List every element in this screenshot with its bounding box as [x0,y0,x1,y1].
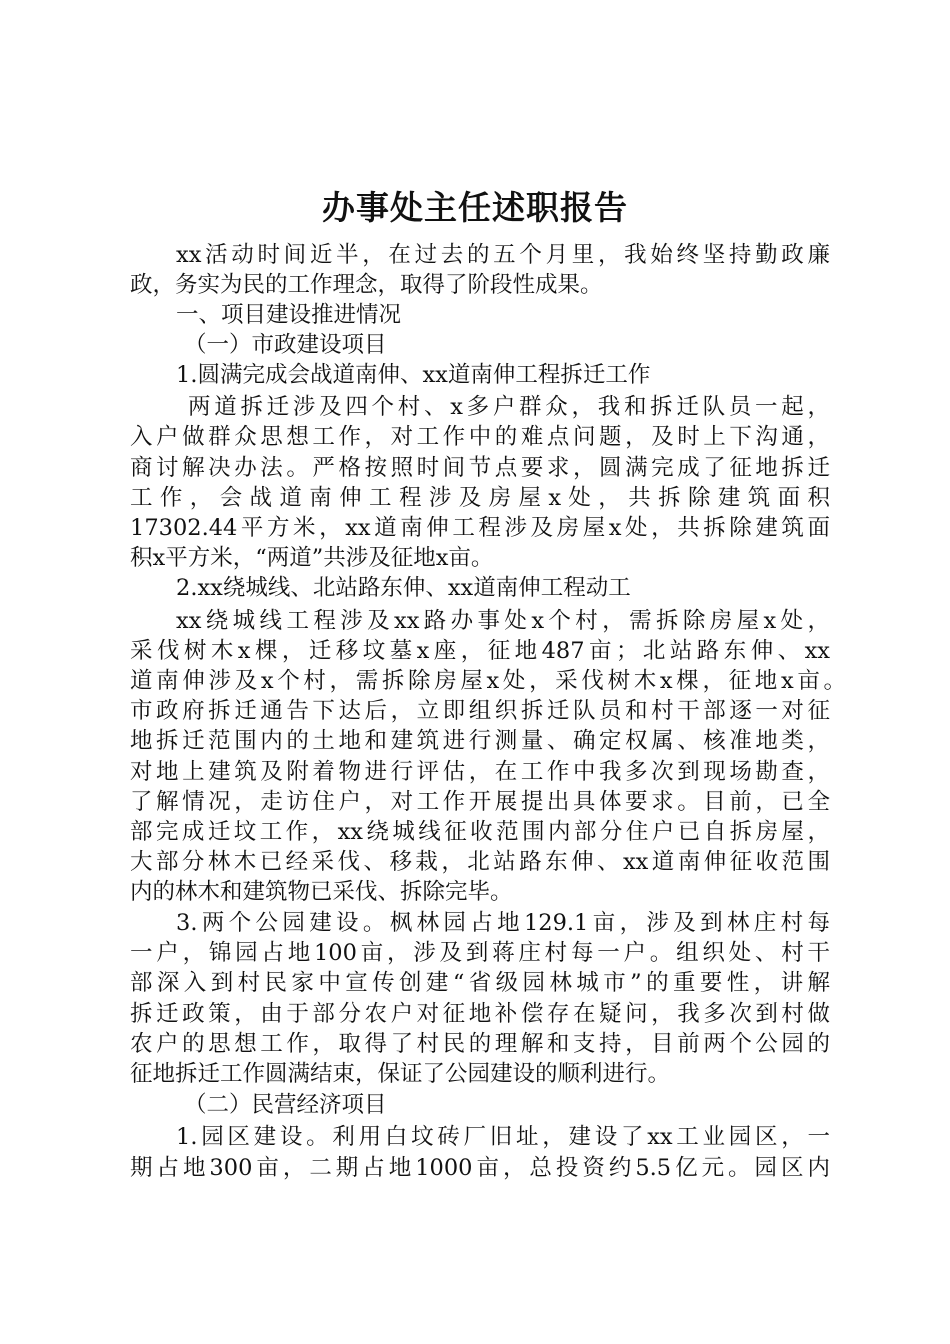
paragraph-line: 采伐树木x棵，迁移坟墓x座，征地487亩；北站路东伸、xx [130,638,830,664]
item-heading: 2.xx绕城线、北站路东伸、xx道南伸工程动工 [176,575,631,601]
paragraph-line: xx活动时间近半，在过去的五个月里，我始终坚持勤政廉 [176,242,830,268]
paragraph-line: 道南伸涉及x个村，需拆除房屋x处，采伐树木x棵，征地x亩。 [130,668,846,694]
section-heading: 一、项目建设推进情况 [176,302,402,328]
paragraph-line: 商讨解决办法。严格按照时间节点要求，圆满完成了征地拆迁 [130,455,830,481]
paragraph-line: 部完成迁坟工作，xx绕城线征收范围内部分住户已自拆房屋， [130,819,830,845]
paragraph-line: 期占地300亩，二期占地1000亩，总投资约5.5亿元。园区内 [130,1155,830,1181]
paragraph-line: 农户的思想工作，取得了村民的理解和支持，目前两个公园的 [130,1031,830,1057]
paragraph-line: 市政府拆迁通告下达后，立即组织拆迁队员和村干部逐一对征 [130,698,830,724]
paragraph-line: 拆迁政策，由于部分农户对征地补偿存在疑问，我多次到村做 [130,1001,830,1027]
paragraph-line: 一户，锦园占地100亩，涉及到蒋庄村每一户。组织处、村干 [130,940,830,966]
paragraph-line: 地拆迁范围内的土地和建筑进行测量、确定权属、核准地类， [130,728,830,754]
paragraph-line: 积x平方米，“两道”共涉及征地x亩。 [130,545,494,571]
paragraph-line: 对地上建筑及附着物进行评估，在工作中我多次到现场勘查， [130,759,830,785]
paragraph-line: 内的林木和建筑物已采伐、拆除完毕。 [130,879,513,905]
paragraph-line: 3.两个公园建设。枫林园占地129.1亩，涉及到林庄村每 [176,910,830,936]
paragraph-line: 了解情况，走访住户，对工作开展提出具体要求。目前，已全 [130,789,830,815]
subsection-heading: （一）市政建设项目 [184,332,387,358]
paragraph-line: 征地拆迁工作圆满结束，保证了公园建设的顺利进行。 [130,1061,671,1087]
paragraph-line: 入户做群众思想工作，对工作中的难点问题，及时上下沟通， [130,424,830,450]
paragraph-line: 17302.44平方米，xx道南伸工程涉及房屋x处，共拆除建筑面 [130,515,830,541]
paragraph-line: 部深入到村民家中宣传创建“省级园林城市”的重要性，讲解 [130,970,830,996]
paragraph-line: 政，务实为民的工作理念，取得了阶段性成果。 [130,272,603,298]
paragraph-line: 两道拆迁涉及四个村、x多户群众，我和拆迁队员一起， [188,394,830,420]
paragraph-line: 工作，会战道南伸工程涉及房屋x处，共拆除建筑面积 [130,485,830,511]
paragraph-line: 大部分林木已经采伐、移栽，北站路东伸、xx道南伸征收范围 [130,849,830,875]
document-title: 办事处主任述职报告 [322,188,628,227]
paragraph-line: xx绕城线工程涉及xx路办事处x个村，需拆除房屋x处， [176,608,830,634]
paragraph-line: 1.园区建设。利用白坟砖厂旧址，建设了xx工业园区，一 [176,1124,830,1150]
item-heading: 1.圆满完成会战道南伸、xx道南伸工程拆迁工作 [176,362,651,388]
subsection-heading: （二）民营经济项目 [184,1092,387,1118]
